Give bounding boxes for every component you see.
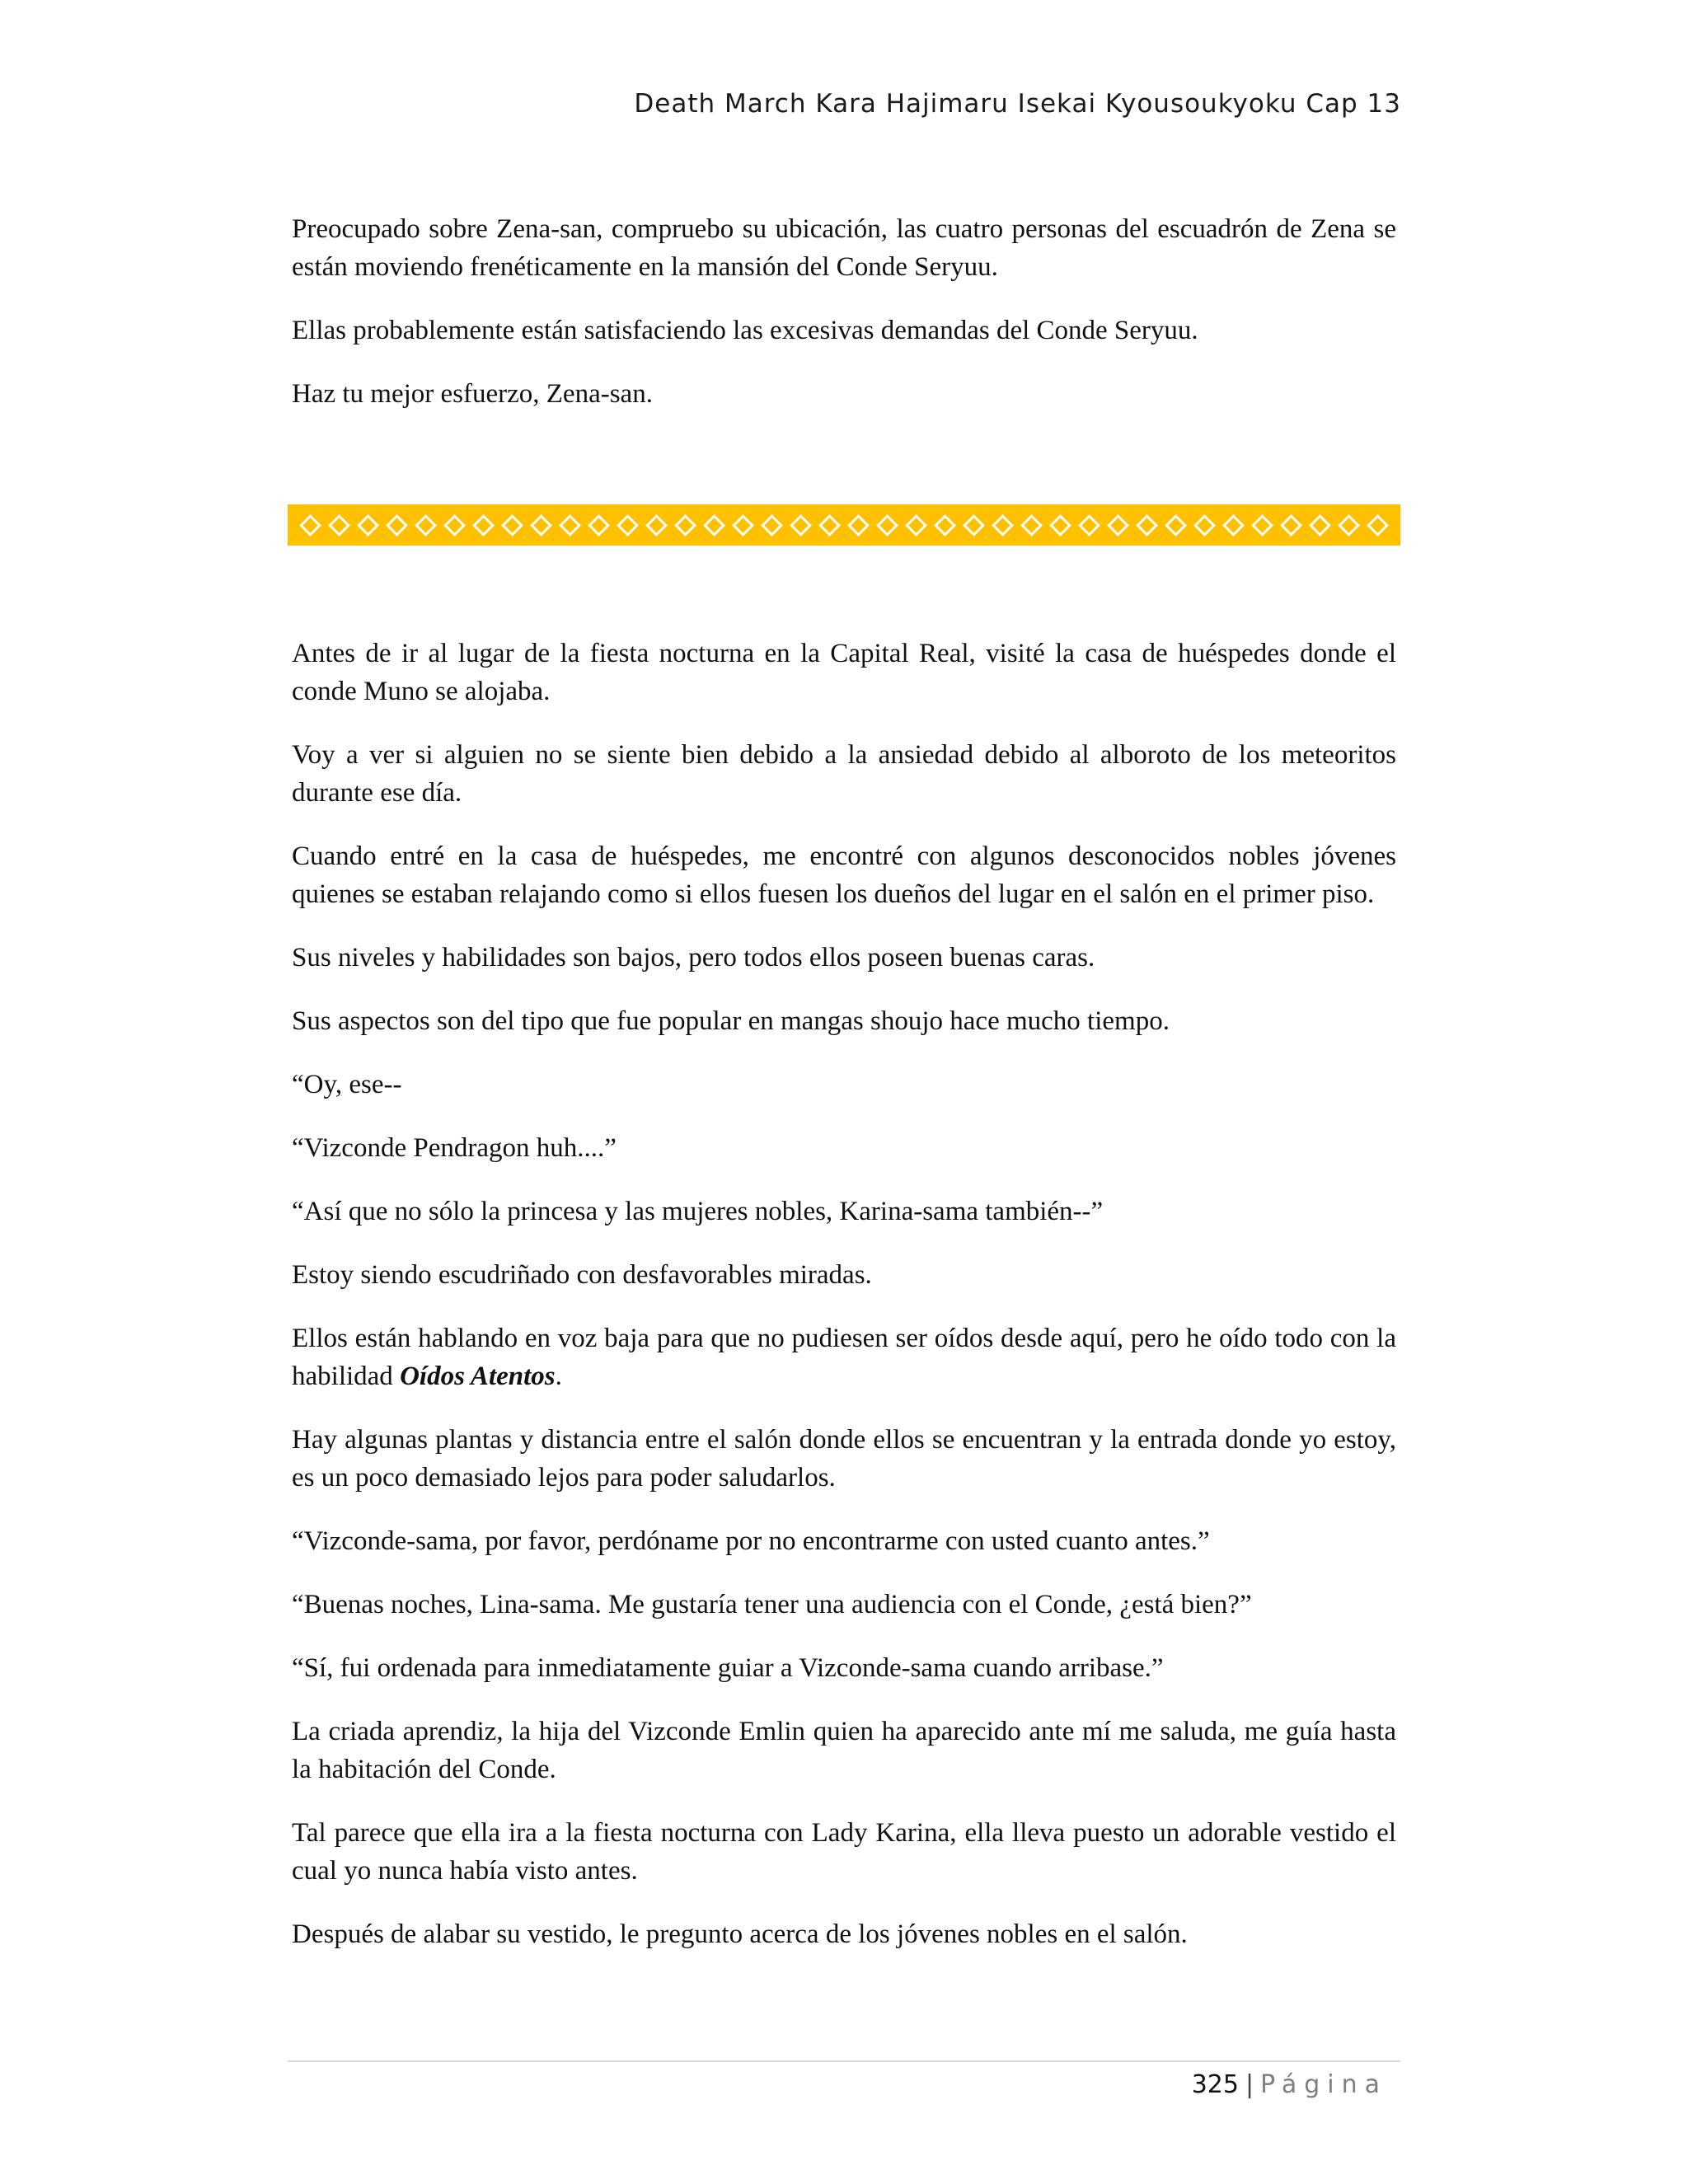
dialogue-line: “Buenas noches, Lina-sama. Me gustaría tener una audiencia con el Conde, ¿está bien?” [292, 1590, 1252, 1619]
paragraph: Haz tu mejor esfuerzo, Zena-san. [292, 379, 653, 409]
diamond-icon [876, 514, 898, 537]
page-number: 325 [1191, 2070, 1239, 2099]
diamond-icon [963, 514, 985, 537]
diamond-icon [1251, 514, 1273, 537]
running-header: Death March Kara Hajimaru Isekai Kyousoukyoku Cap 13 [634, 89, 1401, 119]
diamond-icon [1165, 514, 1187, 537]
dialogue-line: “Vizconde Pendragon huh....” [292, 1133, 617, 1163]
diamond-icon [328, 514, 350, 537]
diamond-icon [674, 514, 696, 537]
diamond-icon [1222, 514, 1245, 537]
diamond-icon [1136, 514, 1158, 537]
paragraph: Sus aspectos son del tipo que fue popular en mangas shoujo hace mucho tiempo. [292, 1006, 1170, 1036]
paragraph: Hay algunas plantas y distancia entre el salón donde ellos se encuentran y la entrada donde yo estoy, es un poco demasiado lejos para poder saludarlos. [292, 1425, 1396, 1493]
skill-name: Oídos Atentos [400, 1361, 556, 1391]
diamond-icon [790, 514, 812, 537]
diamond-icon [703, 514, 725, 537]
diamond-icon [501, 514, 523, 537]
skill-paragraph-before: Ellos están hablando en voz baja para que no pudiesen ser oídos desde aquí, pero he oído todo con la habilidad [292, 1324, 1396, 1391]
diamond-icon [1338, 514, 1360, 537]
paragraph: Tal parece que ella ira a la fiesta nocturna con Lady Karina, ella lleva puesto un adorable vestido el cual yo nunca había visto antes. [292, 1818, 1396, 1886]
diamond-icon [1193, 514, 1216, 537]
diamond-icon [1107, 514, 1129, 537]
diamond-icon [761, 514, 783, 537]
paragraph: Voy a ver si alguien no se siente bien debido a la ansiedad debido al alboroto de los meteoritos durante ese día. [292, 740, 1396, 808]
diamond-icon [588, 514, 610, 537]
diamond-row [297, 518, 1391, 533]
diamond-icon [1078, 514, 1100, 537]
diamond-icon [299, 514, 321, 537]
paragraph: Sus niveles y habilidades son bajos, pero todos ellos poseen buenas caras. [292, 943, 1095, 972]
diamond-icon [617, 514, 639, 537]
text-block-intro [292, 210, 1396, 413]
diamond-icon [992, 514, 1014, 537]
text-block-main [292, 635, 1396, 1953]
dialogue-line: “Oy, ese-- [292, 1070, 402, 1099]
paragraph: Preocupado sobre Zena-san, compruebo su ubicación, las cuatro personas del escuadrón de Zena se están moviendo frenéticamente en la mansión del Conde Seryuu. [292, 214, 1396, 282]
diamond-icon [847, 514, 870, 537]
diamond-icon [530, 514, 552, 537]
diamond-icon [1049, 514, 1071, 537]
diamond-icon [472, 514, 495, 537]
diamond-icon [905, 514, 927, 537]
paragraph: Cuando entré en la casa de huéspedes, me encontré con algunos desconocidos nobles jóvenes quienes se estaban relajando como si ellos fuesen los dueños del lugar en el salón en el primer piso. [292, 841, 1396, 909]
dialogue-line: “Sí, fui ordenada para inmediatamente guiar a Vizconde-sama cuando arribase.” [292, 1653, 1164, 1683]
skill-paragraph-after: . [555, 1361, 562, 1391]
diamond-icon [1367, 514, 1389, 537]
diamond-icon [443, 514, 466, 537]
diamond-icon [818, 514, 841, 537]
page-word: Página [1260, 2070, 1387, 2099]
diamond-icon [732, 514, 754, 537]
diamond-icon [357, 514, 379, 537]
diamond-icon [1309, 514, 1331, 537]
diamond-icon [386, 514, 408, 537]
paragraph: Estoy siendo escudriñado con desfavorables miradas. [292, 1260, 872, 1290]
footer-divider [288, 2060, 1400, 2062]
diamond-icon [559, 514, 581, 537]
scene-break-separator [288, 504, 1400, 546]
dialogue-line: “Vizconde-sama, por favor, perdóname por no encontrarme con usted cuanto antes.” [292, 1526, 1210, 1556]
dialogue-line: “Así que no sólo la princesa y las mujeres nobles, Karina-sama también--” [292, 1197, 1104, 1226]
paragraph: Después de alabar su vestido, le pregunto acerca de los jóvenes nobles en el salón. [292, 1919, 1188, 1949]
diamond-icon [415, 514, 437, 537]
diamond-icon [1280, 514, 1302, 537]
page-footer [1192, 2070, 1387, 2099]
diamond-icon [1020, 514, 1043, 537]
diamond-icon [934, 514, 956, 537]
paragraph: Ellas probablemente están satisfaciendo las excesivas demandas del Conde Seryuu. [292, 316, 1198, 345]
paragraph: La criada aprendiz, la hija del Vizconde Emlin quien ha aparecido ante mí me saluda, me guía hasta la habitación del Conde. [292, 1717, 1396, 1784]
paragraph: Antes de ir al lugar de la fiesta nocturna en la Capital Real, visité la casa de huéspedes donde el conde Muno se alojaba. [292, 639, 1396, 706]
footer-separator: | [1245, 2070, 1254, 2099]
diamond-icon [645, 514, 668, 537]
skill-paragraph [292, 1319, 1396, 1395]
